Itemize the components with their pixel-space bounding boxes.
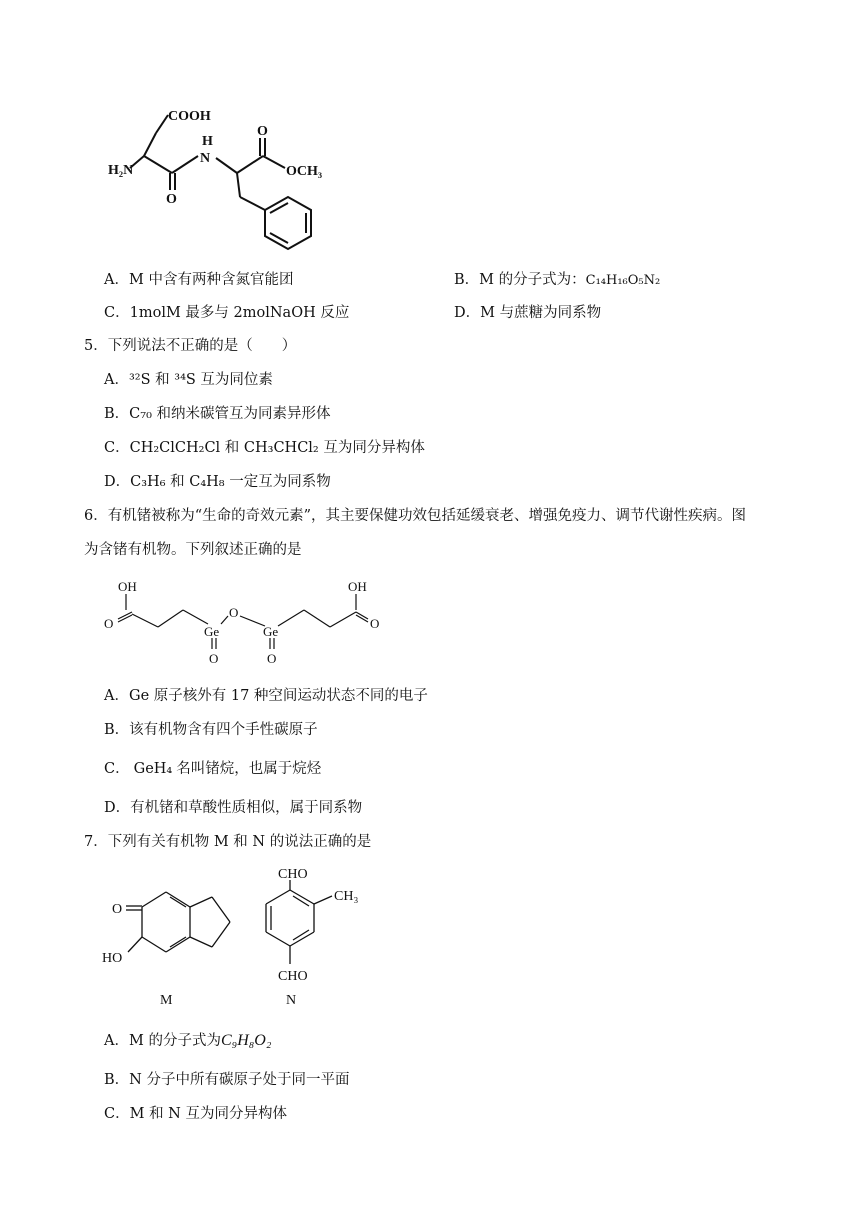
q7-option-a — [104, 1031, 271, 1051]
q4-option-b — [454, 270, 660, 291]
q4-option-a-text: M 中含有两种含氮官能团 — [128, 272, 294, 288]
q7-option-a-formula: C₉H₈O₂ — [220, 1032, 272, 1049]
q7-option-c-text: M 和 N 互为同分异构体 — [129, 1106, 287, 1122]
q6-oh-left-label: OH — [118, 579, 137, 594]
q7-n-cho-bottom-label: CHO — [278, 969, 308, 984]
q4-cooh-label: COOH — [168, 109, 211, 124]
q4-option-c-label: C． — [104, 305, 130, 321]
q6-ge-left-label: Ge — [204, 624, 220, 639]
q6-structure-svg — [100, 572, 390, 672]
q7-m-caption: M — [160, 993, 173, 1008]
q5-option-d-label: D． — [104, 474, 131, 490]
q7-option-b — [104, 1070, 349, 1090]
q6-option-c-formula: GeH₄ — [133, 761, 173, 777]
q6-option-c — [104, 759, 321, 779]
q7-structure-svg — [100, 862, 380, 1012]
q6-o-left-label: O — [104, 616, 114, 631]
q5-option-a-label: A． — [104, 372, 129, 388]
q5-option-b — [104, 404, 330, 424]
q4-o-top-label: O — [257, 124, 268, 139]
q6-o-right-label: O — [370, 616, 380, 631]
q6-option-c-text: 名叫锗烷，也属于烷烃 — [176, 761, 322, 777]
q5-option-b-label: B． — [104, 406, 130, 422]
q7-option-b-label: B． — [104, 1072, 130, 1088]
q6-option-d — [104, 798, 362, 818]
q7-m-o-label: O — [112, 902, 123, 917]
q5-option-c-label: C． — [104, 440, 130, 456]
q5-option-d — [104, 472, 331, 492]
q6-option-a — [104, 686, 428, 706]
q7-option-c-label: C． — [104, 1106, 130, 1122]
q5-option-a-text: ³²S 和 ³⁴S 互为同位素 — [128, 372, 273, 388]
q7-option-b-text: N 分子中所有碳原子处于同一平面 — [129, 1072, 350, 1088]
q6-o-ge-right-label: O — [267, 651, 277, 666]
q4-option-b-formula: C₁₄H₁₆O₅N₂ — [585, 273, 661, 288]
q5-option-c — [104, 438, 425, 458]
q6-option-c-label: C． — [104, 761, 130, 777]
q4-option-d — [454, 303, 601, 323]
q6-option-d-label: D． — [104, 800, 131, 816]
q6-oh-right-label: OH — [348, 579, 367, 594]
q4-option-a-label: A． — [104, 272, 129, 288]
q6-stem-line1: 6．有机锗被称为“生命的奇效元素”，其主要保健功效包括延缓衰老、增强免疫力、调节代谢性疾病。图 — [84, 508, 747, 524]
q4-option-c — [104, 303, 349, 323]
q4-option-b-label: B． — [454, 272, 480, 288]
q4-option-b-text: M 的分子式为： — [479, 272, 586, 288]
q6-option-b-label: B． — [104, 722, 130, 738]
q5-option-b-text: C₇₀ 和纳米碳管互为同素异形体 — [129, 406, 331, 422]
q6-o-bridge-label: O — [229, 605, 239, 620]
q4-structure-svg — [100, 100, 360, 260]
q6-option-d-text: 有机锗和草酸性质相似，属于同系物 — [130, 800, 363, 816]
q4-h2n-label: H₂N — [108, 163, 134, 178]
q7-m-ho-label: HO — [102, 951, 123, 966]
q7-structure-diagram — [100, 862, 380, 1012]
q4-option-a — [104, 270, 293, 290]
q4-structure-diagram — [100, 100, 360, 260]
q6-option-b — [104, 720, 318, 740]
q7-option-a-label: A． — [104, 1033, 129, 1049]
q4-h-label: H — [202, 134, 213, 149]
q4-option-d-text: M 与蔗糖为同系物 — [480, 305, 602, 321]
q7-option-a-text: M 的分子式为 — [128, 1033, 221, 1049]
q4-n-label: N — [200, 151, 211, 166]
q6-option-a-text: Ge 原子核外有 17 种空间运动状态不同的电子 — [128, 688, 428, 704]
q5-stem: 5．下列说法不正确的是（ ） — [84, 338, 297, 354]
q6-option-b-text: 该有机物含有四个手性碳原子 — [129, 722, 318, 738]
q7-n-caption: N — [286, 993, 297, 1008]
q7-option-c — [104, 1104, 287, 1124]
q4-o-bottom-label: O — [166, 192, 177, 207]
q4-option-c-text: 1molM 最多与 2molNaOH 反应 — [129, 305, 350, 321]
q6-o-ge-left-label: O — [209, 651, 219, 666]
q6-option-a-label: A． — [104, 688, 129, 704]
q7-stem: 7．下列有关有机物 M 和 N 的说法正确的是 — [84, 834, 372, 850]
q5-option-d-text: C₃H₆ 和 C₄H₈ 一定互为同系物 — [130, 474, 331, 490]
q6-ge-right-label: Ge — [263, 624, 279, 639]
q7-n-cho-top-label: CHO — [278, 867, 308, 882]
q4-och3-label: OCH₃ — [286, 164, 323, 179]
q6-stem-line2: 为含锗有机物。下列叙述正确的是 — [84, 542, 302, 558]
q6-structure-diagram — [100, 572, 390, 672]
q7-n-ch3-label: CH₃ — [334, 889, 359, 904]
q5-option-c-text: CH₂ClCH₂Cl 和 CH₃CHCl₂ 互为同分异构体 — [129, 440, 425, 456]
q4-option-d-label: D． — [454, 305, 481, 321]
q5-option-a — [104, 370, 273, 390]
